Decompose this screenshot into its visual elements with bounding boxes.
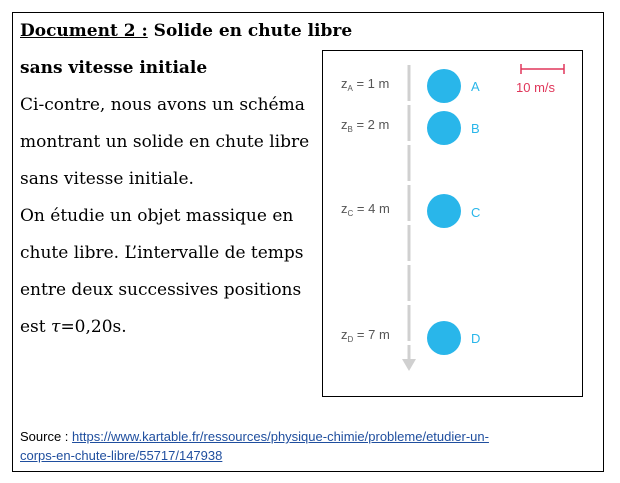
source-link[interactable] bbox=[20, 429, 489, 463]
free-fall-figure bbox=[322, 50, 583, 397]
title-part-1: Solide en chute libre bbox=[147, 21, 353, 41]
position-b-label: $z_B = 2$ m bbox=[341, 117, 390, 134]
ball-d bbox=[427, 321, 461, 355]
axis-arrow-icon bbox=[402, 359, 416, 371]
position-d-label: $z_D = 7$ m bbox=[341, 327, 390, 344]
ball-c bbox=[427, 194, 461, 228]
body-line-1: Ci-contre, nous avons un schéma bbox=[20, 95, 305, 115]
position-c-label: $z_C = 4$ m bbox=[341, 201, 390, 218]
body-line-3: sans vitesse initiale. bbox=[20, 169, 194, 189]
point-c-label: C bbox=[471, 205, 481, 220]
body-line-2: montrant un solide en chute libre bbox=[20, 132, 310, 152]
tau-symbol: τ bbox=[51, 317, 61, 337]
document-text bbox=[20, 16, 353, 349]
source-url-line-1: https://www.kartable.fr/ressources/physique-chimie/probleme/etudier-un- bbox=[72, 429, 489, 444]
document-label: Document 2 : bbox=[20, 21, 148, 41]
last-line-prefix: est bbox=[20, 317, 52, 337]
point-a-label: A bbox=[471, 79, 480, 94]
body-line-5: chute libre. L’intervalle de temps bbox=[20, 243, 304, 263]
position-a-label: $z_A = 1$ m bbox=[341, 76, 390, 93]
last-line-value: =0,20s. bbox=[60, 317, 127, 337]
title-part-2: sans vitesse initiale bbox=[20, 58, 208, 78]
body-line-7 bbox=[20, 312, 320, 349]
ball-b bbox=[427, 111, 461, 145]
source-note bbox=[20, 427, 590, 465]
point-d-label: D bbox=[471, 331, 481, 346]
point-b-label: B bbox=[471, 121, 480, 136]
source-prefix: Source : bbox=[20, 429, 73, 444]
free-fall-diagram bbox=[323, 51, 582, 396]
body-line-6: entre deux successives positions bbox=[20, 280, 302, 300]
scale-label: 10 m/s bbox=[516, 80, 556, 95]
body-line-4: On étudie un objet massique en bbox=[20, 206, 294, 226]
document-title bbox=[20, 16, 353, 53]
ball-a bbox=[427, 69, 461, 103]
source-url-line-2: corps-en-chute-libre/55717/147938 bbox=[20, 448, 223, 463]
